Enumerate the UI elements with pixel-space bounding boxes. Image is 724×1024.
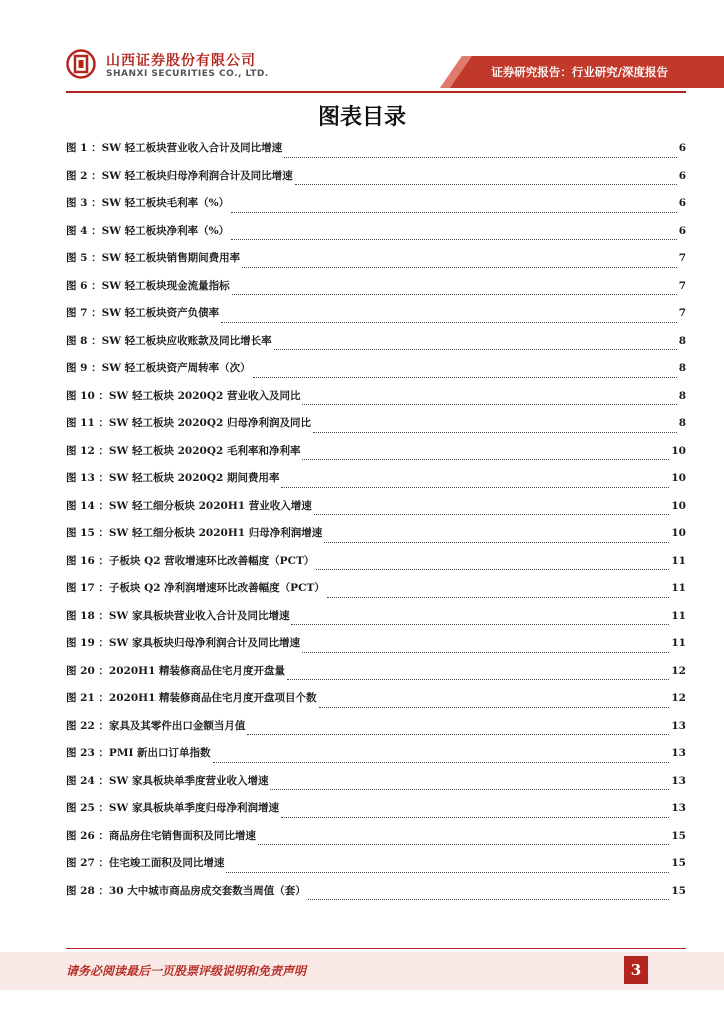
toc-entry-page: 11 (671, 582, 686, 594)
toc-entry[interactable] (66, 250, 686, 278)
toc-leader-dots (213, 761, 670, 763)
toc-entry-page: 6 (678, 224, 686, 237)
toc-entry[interactable] (66, 415, 686, 443)
toc-leader-dots (258, 843, 669, 845)
toc-leader-dots (232, 293, 677, 295)
toc-entry-page: 7 (678, 252, 686, 264)
toc-entry-label: 图 21 ：2020H1 精装修商品住宅月度开盘项目个数 (66, 692, 317, 704)
toc-entry-page: 12 (671, 692, 686, 704)
toc-entry[interactable] (66, 360, 686, 388)
toc-leader-dots (281, 816, 669, 818)
toc-entry-page: 8 (678, 362, 686, 374)
toc-leader-dots (319, 706, 670, 708)
toc-leader-dots (281, 486, 669, 488)
toc-entry[interactable] (66, 140, 686, 168)
toc-entry[interactable] (66, 223, 686, 251)
toc-entry[interactable] (66, 800, 686, 828)
toc-entry-label: 图 16 ：子板块 Q2 营收增速环比改善幅度（PCT） (66, 554, 315, 567)
toc-entry-label: 图 20 ：2020H1 精装修商品住宅月度开盘量 (66, 664, 286, 677)
toc-entry-page: 11 (671, 609, 686, 622)
toc-leader-dots (247, 733, 669, 735)
toc-entry-page: 11 (671, 554, 686, 567)
disclaimer-text: 请务必阅读最后一页股票评级说明和免责声明 (66, 964, 307, 978)
toc-leader-dots (274, 348, 677, 350)
toc-entry-label: 图 10 ：SW 轻工板块 2020Q2 营业收入及同比 (66, 389, 301, 402)
toc-entry-page: 15 (671, 857, 686, 869)
company-logo-icon (66, 49, 96, 79)
toc-entry-label: 图 1 ：SW 轻工板块营业收入合计及同比增速 (66, 142, 283, 154)
toc-entry-label: 图 24 ：SW 家具板块单季度营业收入增速 (66, 774, 269, 787)
toc-entry[interactable] (66, 828, 686, 856)
toc-leader-dots (302, 651, 669, 653)
toc-leader-dots (324, 541, 669, 543)
toc-entry-page: 6 (678, 197, 686, 209)
toc-entry-label: 图 14 ：SW 轻工细分板块 2020H1 营业收入增速 (66, 499, 312, 512)
company-name-cn: 山西证券股份有限公司 (106, 53, 256, 69)
toc-entry-page: 15 (671, 829, 686, 842)
report-type-label: 证券研究报告：行业研究/深度报告 (491, 65, 668, 79)
toc-entry-page: 12 (671, 664, 686, 677)
toc-leader-dots (313, 431, 677, 433)
toc-leader-dots (295, 183, 677, 185)
toc-leader-dots (231, 238, 677, 240)
toc-entry-label: 图 12 ：SW 轻工板块 2020Q2 毛利率和净利率 (66, 444, 301, 457)
toc-entry-page: 6 (678, 169, 686, 182)
toc-entry-page: 7 (678, 279, 686, 292)
toc-entry-page: 8 (678, 389, 686, 402)
toc-entry[interactable] (66, 498, 686, 526)
toc-entry-label: 图 26 ：商品房住宅销售面积及同比增速 (66, 829, 256, 842)
toc-entry-page: 10 (671, 472, 686, 484)
footer-divider (66, 948, 686, 949)
toc-entry-page: 10 (671, 499, 686, 512)
toc-entry-label: 图 27 ：住宅竣工面积及同比增速 (66, 857, 225, 869)
toc-entry[interactable] (66, 195, 686, 223)
toc-entry-label: 图 8 ：SW 轻工板块应收账款及同比增长率 (66, 334, 272, 347)
toc-entry[interactable] (66, 580, 686, 608)
toc-entry-label: 图 5 ：SW 轻工板块销售期间费用率 (66, 252, 241, 264)
toc-entry[interactable] (66, 553, 686, 581)
page-footer (0, 952, 724, 990)
toc-entry-label: 图 15 ：SW 轻工细分板块 2020H1 归母净利润增速 (66, 527, 323, 539)
toc-entry-page: 13 (671, 747, 686, 759)
toc-leader-dots (291, 623, 669, 625)
toc-leader-dots (221, 321, 677, 323)
toc-entry-page: 11 (671, 637, 686, 649)
toc-leader-dots (231, 211, 677, 213)
company-name-en: SHANXI SECURITIES CO., LTD. (106, 69, 269, 79)
toc-entry-label: 图 23 ：PMI 新出口订单指数 (66, 747, 211, 759)
toc-entry[interactable] (66, 443, 686, 471)
toc-leader-dots (316, 568, 669, 570)
toc-leader-dots (242, 266, 677, 268)
toc-leader-dots (287, 678, 669, 680)
toc-entry[interactable] (66, 883, 686, 911)
toc-leader-dots (314, 513, 670, 515)
toc-entry-label: 图 3 ：SW 轻工板块毛利率（%） (66, 197, 230, 209)
toc-entry-label: 图 13 ：SW 轻工板块 2020Q2 期间费用率 (66, 472, 280, 484)
toc-entry-page: 10 (671, 444, 686, 457)
toc-entry[interactable] (66, 388, 686, 416)
toc-entry[interactable] (66, 635, 686, 663)
toc-entry[interactable] (66, 718, 686, 746)
toc-entry-page: 13 (671, 719, 686, 732)
toc-entry-label: 图 28 ：30 大中城市商品房成交套数当周值（套） (66, 884, 306, 897)
toc-leader-dots (284, 156, 677, 158)
toc-entry-label: 图 11 ：SW 轻工板块 2020Q2 归母净利润及同比 (66, 417, 311, 429)
toc-entry-page: 7 (678, 307, 686, 319)
toc-entry[interactable] (66, 333, 686, 361)
toc-entry[interactable] (66, 608, 686, 636)
toc-entry[interactable] (66, 663, 686, 691)
toc-entry-page: 13 (671, 774, 686, 787)
toc-entry[interactable] (66, 745, 686, 773)
toc-entry-label: 图 18 ：SW 家具板块营业收入合计及同比增速 (66, 609, 290, 622)
toc-leader-dots (226, 871, 669, 873)
toc-entry-label: 图 9 ：SW 轻工板块资产周转率（次） (66, 362, 251, 374)
page-header (0, 0, 724, 96)
toc-entry-page: 15 (671, 884, 686, 897)
toc-entry-label: 图 7 ：SW 轻工板块资产负债率 (66, 307, 220, 319)
toc-entry-page: 6 (678, 142, 686, 154)
toc-entry-label: 图 19 ：SW 家具板块归母净利润合计及同比增速 (66, 637, 300, 649)
toc-leader-dots (302, 458, 669, 460)
toc-leader-dots (308, 898, 670, 900)
toc-entry-label: 图 22 ：家具及其零件出口金额当月值 (66, 719, 246, 732)
toc-entry-page: 13 (671, 802, 686, 814)
toc-entry-page: 8 (678, 417, 686, 429)
toc-entry-label: 图 4 ：SW 轻工板块净利率（%） (66, 224, 230, 237)
toc-entry[interactable] (66, 773, 686, 801)
toc-entry-label: 图 25 ：SW 家具板块单季度归母净利润增速 (66, 802, 279, 814)
toc-entry[interactable] (66, 525, 686, 553)
toc-entry[interactable] (66, 278, 686, 306)
toc-entry-label: 图 17 ：子板块 Q2 净利润增速环比改善幅度（PCT） (66, 582, 325, 594)
toc-entry[interactable] (66, 855, 686, 883)
toc-entry[interactable] (66, 305, 686, 333)
table-of-figures (66, 140, 686, 910)
toc-entry-label: 图 2 ：SW 轻工板块归母净利润合计及同比增速 (66, 169, 293, 182)
toc-leader-dots (302, 403, 676, 405)
toc-leader-dots (253, 376, 677, 378)
toc-entry[interactable] (66, 470, 686, 498)
toc-entry-page: 8 (678, 334, 686, 347)
header-divider (66, 91, 686, 93)
page-title: 图表目录 (317, 105, 406, 130)
toc-entry-page: 10 (671, 527, 686, 539)
toc-entry[interactable] (66, 168, 686, 196)
toc-leader-dots (270, 788, 669, 790)
toc-entry[interactable] (66, 690, 686, 718)
page-number: 3 (624, 956, 648, 984)
toc-entry-label: 图 6 ：SW 轻工板块现金流量指标 (66, 279, 230, 292)
toc-leader-dots (327, 596, 670, 598)
